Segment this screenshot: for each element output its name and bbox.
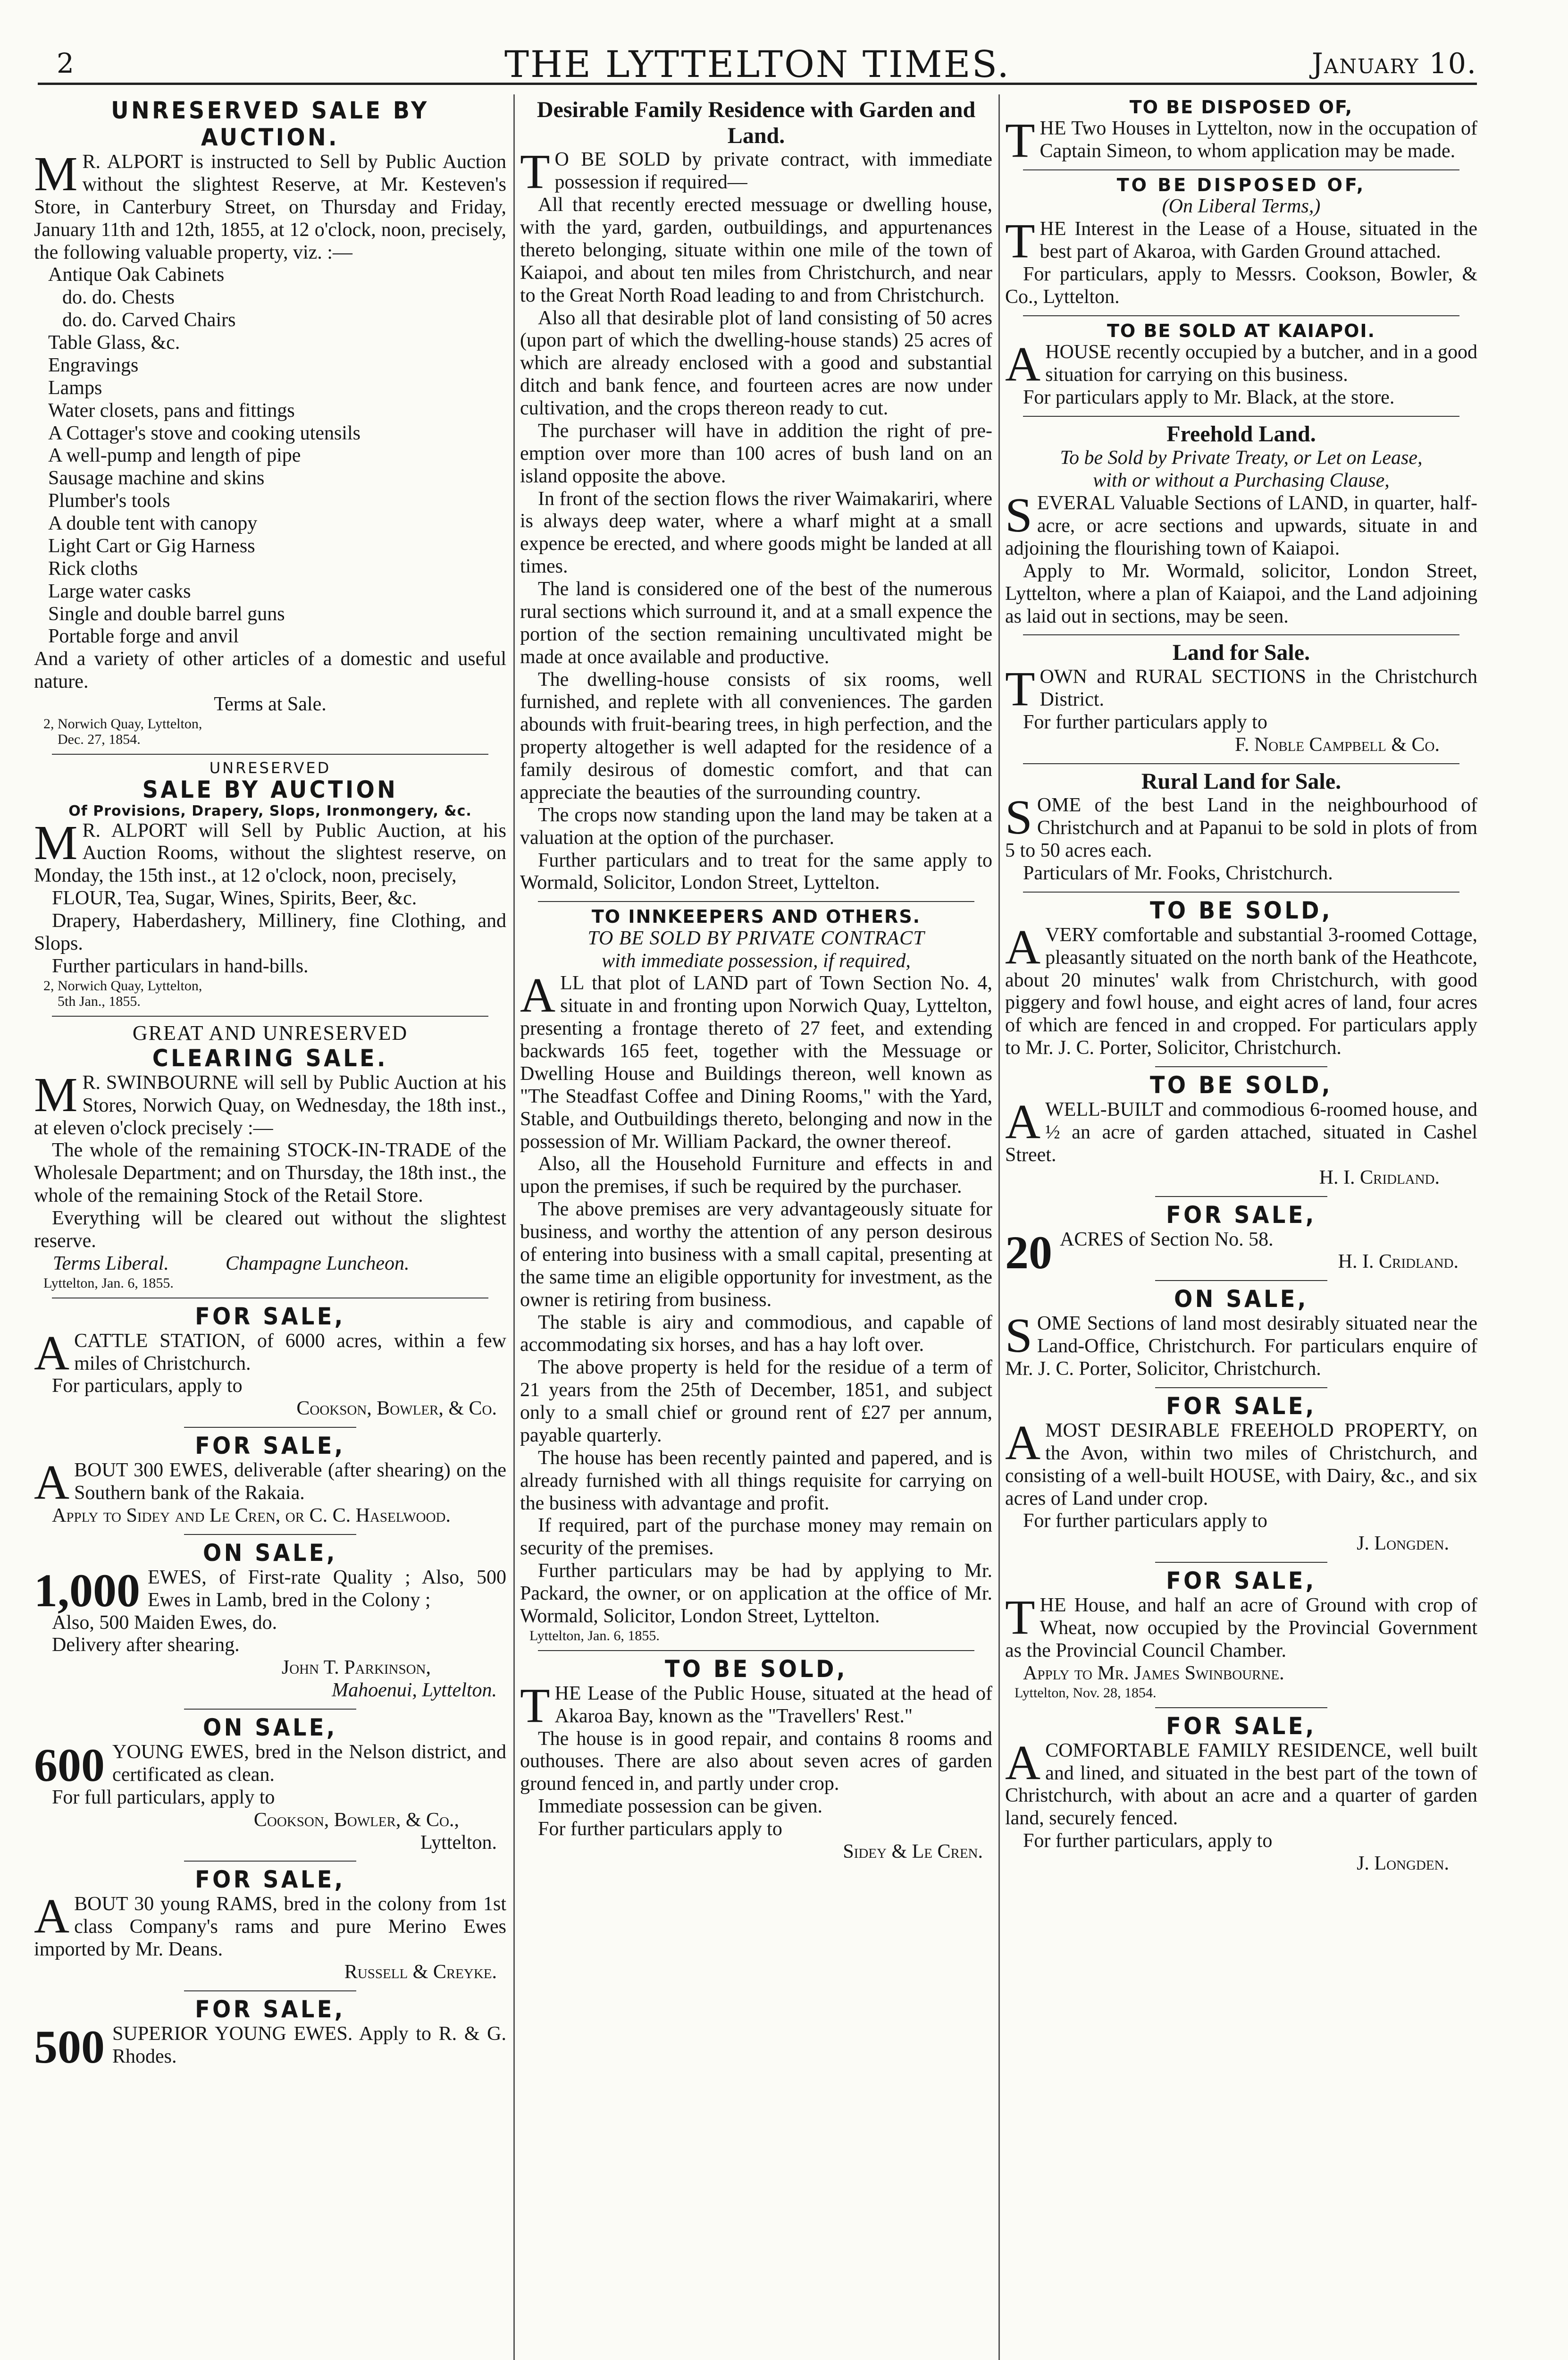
advert-text: The stable is airy and commodious, and capable of accommodating six horses, and has a hay loft over. bbox=[520, 1311, 992, 1356]
advert-cattle-station bbox=[33, 1300, 507, 1424]
advert-innkeepers bbox=[519, 904, 993, 1647]
advert-body: HOUSE recently occupied by a butcher, and in a good situation for carrying on this business. bbox=[1045, 341, 1477, 386]
advert-text: For particulars apply to Mr. Black, at the store. bbox=[1023, 386, 1395, 408]
divider bbox=[1023, 763, 1459, 764]
advert-heading: FOR SALE, bbox=[1166, 1712, 1316, 1740]
lot-item: Sausage machine and skins bbox=[48, 467, 265, 489]
advert-text: The above property is held for the residue of a term of 21 years from the 25th of December, 1851, and subject only to a small chief or ground rent of £27 per annum, payable quarterly. bbox=[520, 1357, 992, 1446]
advert-body: OWN and RURAL SECTIONS in the Christchurch District. bbox=[1040, 666, 1477, 710]
advert-text: The land is considered one of the best of the numerous rural sections which surround it, and at a small expence the portion of the section remaining uncultivated might be made at once available and productive. bbox=[520, 578, 992, 668]
dateline: 5th Jan., 1855. bbox=[58, 993, 141, 1009]
advert-body: R. ALPORT is instructed to Sell by Public Auction without the slightest Reserve, at Mr. Kesteven's Store, in Canterbury Street, on Thursday and Friday, January 11th and 12th, 1855, at 12 o'clock, noon, precisely, the following valuable property, viz. :— bbox=[34, 151, 506, 263]
drop-cap: A bbox=[34, 1889, 70, 1944]
divider bbox=[538, 1650, 974, 1651]
advert-heading: SALE BY AUCTION bbox=[142, 776, 398, 804]
divider bbox=[1155, 1707, 1327, 1708]
drop-cap: T bbox=[520, 144, 550, 199]
drop-cap: S bbox=[1005, 1308, 1032, 1363]
divider bbox=[1023, 892, 1459, 893]
drop-cap: A bbox=[1005, 1735, 1041, 1790]
advert-heading: TO BE DISPOSED OF, bbox=[1116, 175, 1366, 196]
advert-kaiapoi-house bbox=[1004, 318, 1478, 413]
lot-item: A Cottager's stove and cooking utensils bbox=[48, 422, 361, 444]
advert-heading: FOR SALE, bbox=[1166, 1201, 1316, 1229]
advert-heading: Rural Land for Sale. bbox=[1141, 768, 1342, 794]
drop-cap: S bbox=[1005, 790, 1032, 845]
column-left bbox=[33, 94, 507, 2360]
advert-text: The purchaser will have in addition the right of pre-emption over more than 100 acres of bush land on an island opposite the above. bbox=[520, 420, 992, 487]
advert-rams bbox=[33, 1863, 507, 1988]
advert-600-ewes bbox=[33, 1711, 507, 1858]
advert-body: ACRES of Section No. 58. bbox=[1060, 1228, 1274, 1250]
lot-item: Portable forge and anvil bbox=[48, 625, 239, 648]
drop-cap: S bbox=[1005, 488, 1032, 543]
large-numeral: 500 bbox=[34, 2020, 105, 2073]
advert-text: For further particulars apply to bbox=[538, 1818, 782, 1840]
lot-item: Engravings bbox=[48, 354, 139, 376]
advert-text: The above premises are very advantageously situate for business, and worthy the attention of any person desirous of entering into business with a small capital, presenting at the same time an eligible opportunity for investment, as the owner is retiring from business. bbox=[520, 1198, 992, 1311]
advert-heading: Land for Sale. bbox=[1172, 640, 1310, 666]
lot-item: Rick cloths bbox=[48, 557, 138, 580]
large-numeral: 20 bbox=[1005, 1226, 1052, 1279]
advert-body: WELL-BUILT and commodious 6-roomed house, and ½ an acre of garden attached, situated in Cashel Street. bbox=[1005, 1099, 1477, 1166]
drop-cap: A bbox=[1005, 1415, 1041, 1470]
advert-body: BOUT 300 EWES, deliverable (after shearing) on the Southern bank of the Rakaia. bbox=[74, 1459, 506, 1504]
advert-heading: FOR SALE, bbox=[1166, 1567, 1316, 1595]
advert-heading: TO BE SOLD, bbox=[1150, 1071, 1333, 1099]
advert-text: For further particulars, apply to bbox=[1023, 1830, 1273, 1852]
advert-freehold-land bbox=[1004, 419, 1478, 632]
lot-item: do. do. Chests bbox=[62, 287, 175, 309]
advert-text: Further particulars in hand-bills. bbox=[52, 955, 309, 977]
dateline: Lyttelton, Jan. 6, 1855. bbox=[43, 1275, 174, 1291]
address: 2, Norwich Quay, Lyttelton, bbox=[43, 978, 202, 994]
advert-1000-ewes bbox=[33, 1537, 507, 1706]
advert-preheading: UNRESERVED bbox=[209, 759, 331, 777]
drop-cap: A bbox=[1005, 919, 1041, 974]
advert-body: EVERAL Valuable Sections of LAND, in quarter, half-acre, or acre sections and upwards, situate in and adjoining the flourishing town of Kaiapoi. bbox=[1005, 492, 1477, 559]
lot-item: Water closets, pans and fittings bbox=[48, 399, 295, 421]
dateline: Lyttelton, Jan. 6, 1855. bbox=[529, 1627, 660, 1644]
advert-heading: ON SALE, bbox=[203, 1539, 337, 1567]
divider bbox=[1155, 1280, 1327, 1281]
column-rule bbox=[998, 94, 1000, 2360]
signature: H. I. Cridland. bbox=[1338, 1251, 1459, 1273]
issue-date: January 10. bbox=[1311, 47, 1477, 80]
signature-place: Mahoenui, Lyttelton. bbox=[332, 1679, 497, 1702]
divider bbox=[52, 1016, 488, 1017]
advert-text: If required, part of the purchase money may remain on security of the premises. bbox=[520, 1515, 992, 1559]
advert-heading: FOR SALE, bbox=[195, 1302, 345, 1330]
advert-500-ewes bbox=[33, 1993, 507, 2072]
advert-text: For full particulars, apply to bbox=[52, 1786, 275, 1808]
advert-body: LL that plot of LAND part of Town Section No. 4, situate in and fronting upon Norwich Quay, Lyttelton, presenting a frontage thereto of 27 feet, and extending backwards 165 feet, together with the Messuage or Dwelling House and Buildings thereon, well known as "The Steadfast Coffee and Dining Rooms," with the Yard, Stable, and Outbuildings thereto, belonging and now in the possession of Mr. William Packard, the owner thereof. bbox=[520, 972, 992, 1153]
advert-body: CATTLE STATION, of 6000 acres, within a few miles of Christchurch. bbox=[74, 1330, 506, 1374]
advert-subheading: TO BE SOLD BY PRIVATE CONTRACT bbox=[587, 927, 925, 949]
column-rule bbox=[513, 94, 515, 2360]
advert-ewes-rakaia bbox=[33, 1430, 507, 1531]
advert-heading: TO BE SOLD, bbox=[1150, 896, 1333, 924]
drop-cap: M bbox=[34, 815, 78, 870]
drop-cap: M bbox=[34, 147, 78, 201]
advert-body: COMFORTABLE FAMILY RESIDENCE, well built and lined, and situated in the best part of the town of Christchurch, with about an acre and a quarter of garden land, securely fenced. bbox=[1005, 1739, 1477, 1829]
luncheon-note: Champagne Luncheon. bbox=[225, 1252, 410, 1274]
advert-auction-provisions bbox=[33, 757, 507, 1013]
advert-text: All that recently erected messuage or dwelling house, with the yard, garden, outbuildings, and appurtenances thereto belonging, situate within one mile of the town of Kaiapoi, and about ten miles from Christchurch, and near to the Great North Road leading to and from Christchurch. bbox=[520, 194, 992, 306]
lot-item: Light Cart or Gig Harness bbox=[48, 535, 255, 557]
advert-heading: TO BE SOLD AT KAIAPOI. bbox=[1107, 320, 1375, 341]
advert-text: Further particulars and to treat for the same apply to Wormald, Solicitor, London Street, Lyttelton. bbox=[520, 849, 992, 894]
advert-subheading: with or without a Purchasing Clause, bbox=[1093, 470, 1390, 492]
lot-item: A double tent with canopy bbox=[48, 513, 258, 534]
advert-heading: ON SALE, bbox=[203, 1714, 337, 1742]
advert-text: Also all that desirable plot of land consisting of 50 acres (upon part of which the dwelling-house stands) 25 acres of which are already enclosed with a good and substantial ditch and bank fence, and fourteen acres are now under cultivation, and the crops thereon ready to cut. bbox=[520, 307, 992, 420]
advert-body: MOST DESIRABLE FREEHOLD PROPERTY, on the Avon, within two miles of Christchurch, and consisting of a well-built HOUSE, with Dairy, &c., and six acres of Land under crop. bbox=[1005, 1419, 1477, 1509]
advert-land-for-sale bbox=[1004, 637, 1478, 760]
advert-text: The house is in good repair, and contains 8 rooms and outhouses. There are also about seven acres of garden ground fenced in, and partly under crop. bbox=[520, 1728, 992, 1795]
advert-preheading: GREAT AND UNRESERVED bbox=[132, 1021, 408, 1045]
drop-cap: T bbox=[520, 1678, 550, 1733]
advert-body: O BE SOLD by private contract, with immediate possession if required— bbox=[554, 149, 992, 194]
advert-text: Also, all the Household Furniture and effects in and upon the premises, if such be required by the purchaser. bbox=[520, 1153, 992, 1198]
advert-body: OME of the best Land in the neighbourhood of Christchurch and at Papanui to be sold in plots of from 5 to 50 acres each. bbox=[1005, 794, 1477, 862]
advert-text: Drapery, Haberdashery, Millinery, fine Clothing, and Slops. bbox=[34, 910, 506, 954]
advert-body: BOUT 30 young RAMS, bred in the colony from 1st class Company's rams and pure Merino Ewes imported by Mr. Deans. bbox=[34, 1893, 506, 1961]
lot-item: Single and double barrel guns bbox=[48, 603, 285, 625]
advert-text: Apply to Mr. Wormald, solicitor, London Street, Lyttelton, where a plan of Kaiapoi, and the Land adjoining as laid out in sections, may be seen. bbox=[1005, 560, 1477, 627]
advert-subheading: (On Liberal Terms,) bbox=[1162, 195, 1321, 218]
terms: Terms Liberal. bbox=[53, 1252, 169, 1274]
advert-council-chamber bbox=[1004, 1565, 1478, 1704]
advert-rural-land bbox=[1004, 766, 1478, 889]
divider bbox=[1023, 315, 1459, 316]
advert-body: R. SWINBOURNE will sell by Public Auction at his Stores, Norwich Quay, on Wednesday, the 18th inst., at eleven o'clock precisely :— bbox=[34, 1071, 506, 1139]
divider bbox=[184, 1427, 356, 1428]
divider bbox=[1023, 169, 1459, 170]
column-right bbox=[1004, 94, 1478, 2360]
signature: Sidey & Le Cren. bbox=[843, 1840, 983, 1863]
advert-body: HE House, and half an acre of Ground with crop of Wheat, now occupied by the Provincial Government as the Provincial Council Chamber. bbox=[1005, 1594, 1477, 1661]
divider bbox=[184, 1990, 356, 1991]
lot-item: do. do. Carved Chairs bbox=[62, 309, 236, 331]
drop-cap: T bbox=[1005, 113, 1035, 168]
advert-heading: UNRESERVED SALE BY AUCTION. bbox=[111, 97, 429, 151]
advert-text: Apply to Mr. James Swinbourne. bbox=[1023, 1662, 1284, 1684]
advert-avon-property bbox=[1004, 1390, 1478, 1559]
divider bbox=[1155, 1196, 1327, 1197]
advert-heading: Freehold Land. bbox=[1166, 421, 1316, 447]
signature: F. Noble Campbell & Co. bbox=[1234, 733, 1440, 756]
advert-text: For particulars, apply to bbox=[52, 1375, 243, 1397]
page-number: 2 bbox=[57, 47, 74, 79]
advert-text: The dwelling-house consists of six rooms, well furnished, and replete with all conveniences. The garden abounds with fruit-bearing trees, in high perfection, and the property altogether is well adapted for the residence of a family desirous of domestic comfort, and that can appreciate the beauties of the surrounding country. bbox=[520, 668, 992, 803]
advert-heading: FOR SALE, bbox=[195, 1866, 345, 1894]
dateline: Lyttelton, Nov. 28, 1854. bbox=[1015, 1685, 1157, 1701]
advert-text: The crops now standing upon the land may be taken at a valuation at the option of the purchaser. bbox=[520, 804, 992, 849]
advert-body: EWES, of First-rate Quality ; Also, 500 Ewes in Lamb, bred in the Colony ; bbox=[148, 1566, 506, 1611]
lot-item: Table Glass, &c. bbox=[48, 332, 180, 354]
lot-item: Antique Oak Cabinets bbox=[48, 264, 225, 286]
advert-heading: FOR SALE, bbox=[195, 1995, 345, 2023]
drop-cap: A bbox=[1005, 1095, 1041, 1149]
advert-text: The whole of the remaining STOCK-IN-TRADE of the Wholesale Department; and on Thursday, the 18th inst., the whole of the remaining Stock of the Retail Store. bbox=[34, 1139, 506, 1207]
advert-cashel-street-house bbox=[1004, 1069, 1478, 1193]
signature-place: Lyttelton. bbox=[420, 1831, 497, 1854]
advert-two-houses bbox=[1004, 94, 1478, 167]
advert-text: Also, 500 Maiden Ewes, do. bbox=[52, 1611, 277, 1634]
advert-heading: TO BE SOLD, bbox=[665, 1655, 847, 1683]
advert-body: R. ALPORT will Sell by Public Auction, at his Auction Rooms, without the slightest reserve, on Monday, the 15th inst., at 12 o'clock, noon, precisely, bbox=[34, 819, 506, 887]
signature: H. I. Cridland. bbox=[1319, 1166, 1440, 1188]
signature: J. Longden. bbox=[1357, 1853, 1449, 1875]
advert-heading: FOR SALE, bbox=[195, 1432, 345, 1460]
lot-item: Large water casks bbox=[48, 580, 191, 602]
masthead bbox=[38, 33, 1477, 85]
divider bbox=[184, 1534, 356, 1535]
advert-text: FLOUR, Tea, Sugar, Wines, Spirits, Beer, &c. bbox=[52, 887, 417, 910]
large-numeral: 600 bbox=[34, 1739, 105, 1792]
advert-heading: TO INNKEEPERS AND OTHERS. bbox=[591, 906, 921, 927]
advert-text: And a variety of other articles of a domestic and useful nature. bbox=[34, 648, 506, 693]
signature: J. Longden. bbox=[1357, 1533, 1449, 1555]
advert-text: For further particulars apply to bbox=[1023, 711, 1267, 733]
signature: John T. Parkinson, bbox=[281, 1657, 431, 1679]
advert-heading: TO BE DISPOSED OF, bbox=[1129, 97, 1353, 118]
drop-cap: T bbox=[1005, 214, 1035, 269]
drop-cap: A bbox=[34, 1325, 70, 1380]
advert-body: VERY comfortable and substantial 3-roomed Cottage, pleasantly situated on the north bank of the Heathcote, about 20 minutes' walk from Christchurch, with good piggery and fowl house, and eight acres of land, four acres of which are fenced in and cropped. For particulars apply to Mr. J. C. Porter, Solicitor, Christchurch. bbox=[1005, 924, 1477, 1059]
advert-subheading: with immediate possession, if required, bbox=[602, 950, 911, 972]
advert-text: Particulars of Mr. Fooks, Christchurch. bbox=[1023, 862, 1333, 884]
advert-family-residence bbox=[519, 94, 993, 898]
advert-text: The house has been recently painted and papered, and is already furnished with all things requisite for carrying on the business with advantage and profit. bbox=[520, 1447, 992, 1514]
advert-heading: CLEARING SALE. bbox=[152, 1044, 388, 1072]
signature: Cookson, Bowler, & Co. bbox=[296, 1398, 497, 1420]
drop-cap: T bbox=[1005, 1590, 1035, 1645]
divider bbox=[184, 1861, 356, 1862]
divider bbox=[1023, 634, 1459, 635]
advert-text: Immediate possession can be given. bbox=[538, 1795, 823, 1818]
advert-heading: FOR SALE, bbox=[1166, 1392, 1316, 1420]
advert-family-residence-christchurch bbox=[1004, 1710, 1478, 1879]
advert-20-acres bbox=[1004, 1199, 1478, 1278]
advert-text: In front of the section flows the river Waimakariri, where is always deep water, where a wharf might at a small expence be erected, and where goods might be landed at all times. bbox=[520, 488, 992, 578]
advert-auction-alport bbox=[33, 94, 507, 751]
advert-akaroa-lease bbox=[1004, 172, 1478, 312]
divider bbox=[52, 754, 488, 755]
lot-item: Plumber's tools bbox=[48, 490, 170, 512]
advert-text: Everything will be cleared out without the slightest reserve. bbox=[34, 1207, 506, 1252]
dateline: Dec. 27, 1854. bbox=[58, 731, 141, 747]
advert-subheading: To be Sold by Private Treaty, or Let on Lease, bbox=[1060, 447, 1423, 469]
advert-body: OME Sections of land most desirably situated near the Land-Office, Christchurch. For particulars enquire of Mr. J. C. Porter, Solicitor, Christchurch. bbox=[1005, 1313, 1477, 1380]
lot-item: Lamps bbox=[48, 377, 102, 399]
signature: Russell & Creyke. bbox=[344, 1961, 497, 1983]
lot-item: A well-pump and length of pipe bbox=[48, 445, 301, 467]
newspaper-title: THE LYTTELTON TIMES. bbox=[504, 43, 1011, 86]
drop-cap: T bbox=[1005, 662, 1035, 716]
advert-body: HE Lease of the Public House, situated at the head of Akaroa Bay, known as the "Travellers' Rest." bbox=[554, 1682, 992, 1727]
advert-text: For particulars, apply to Messrs. Cookson, Bowler, & Co., Lyttelton. bbox=[1005, 263, 1477, 308]
divider bbox=[538, 901, 974, 902]
advert-subheading: Of Provisions, Drapery, Slops, Ironmongery, &c. bbox=[68, 803, 472, 820]
advert-heading: Desirable Family Residence with Garden and Land. bbox=[537, 97, 976, 148]
drop-cap: A bbox=[520, 968, 556, 1023]
advert-public-house-lease bbox=[519, 1653, 993, 1867]
signature: Cookson, Bowler, & Co., bbox=[253, 1809, 459, 1831]
advert-text: Further particulars may be had by applying to Mr. Packard, the owner, or on application at the office of Mr. Wormald, Solicitor, London Street, Lyttelton. bbox=[520, 1560, 992, 1627]
advert-text: For further particulars apply to bbox=[1023, 1510, 1267, 1532]
advert-body: HE Two Houses in Lyttelton, now in the occupation of Captain Simeon, to whom application may be made. bbox=[1040, 118, 1477, 162]
advert-text: Delivery after shearing. bbox=[52, 1634, 240, 1656]
advert-text: Apply to Sidey and Le Cren, or C. C. Haselwood. bbox=[52, 1504, 451, 1526]
divider bbox=[1155, 1562, 1327, 1563]
advert-clearing-sale bbox=[33, 1019, 507, 1295]
advert-land-office-sections bbox=[1004, 1283, 1478, 1384]
advert-body: SUPERIOR YOUNG EWES. Apply to R. & G. Rhodes. bbox=[112, 2023, 506, 2067]
drop-cap: A bbox=[1005, 337, 1041, 392]
advert-cottage bbox=[1004, 894, 1478, 1063]
drop-cap: M bbox=[34, 1067, 78, 1122]
advert-heading: ON SALE, bbox=[1174, 1285, 1308, 1313]
drop-cap: A bbox=[34, 1455, 70, 1510]
advert-body: YOUNG EWES, bred in the Nelson district, and certificated as clean. bbox=[112, 1741, 506, 1786]
divider bbox=[1155, 1066, 1327, 1067]
advert-body: HE Interest in the Lease of a House, situated in the best part of Akaroa, with Garden Ground attached. bbox=[1040, 218, 1477, 263]
address: 2, Norwich Quay, Lyttelton, bbox=[43, 716, 202, 732]
divider bbox=[1155, 1387, 1327, 1388]
divider bbox=[1023, 416, 1459, 417]
column-middle bbox=[519, 94, 993, 2360]
large-numeral: 1,000 bbox=[34, 1564, 140, 1617]
terms: Terms at Sale. bbox=[214, 693, 327, 715]
divider bbox=[184, 1709, 356, 1710]
